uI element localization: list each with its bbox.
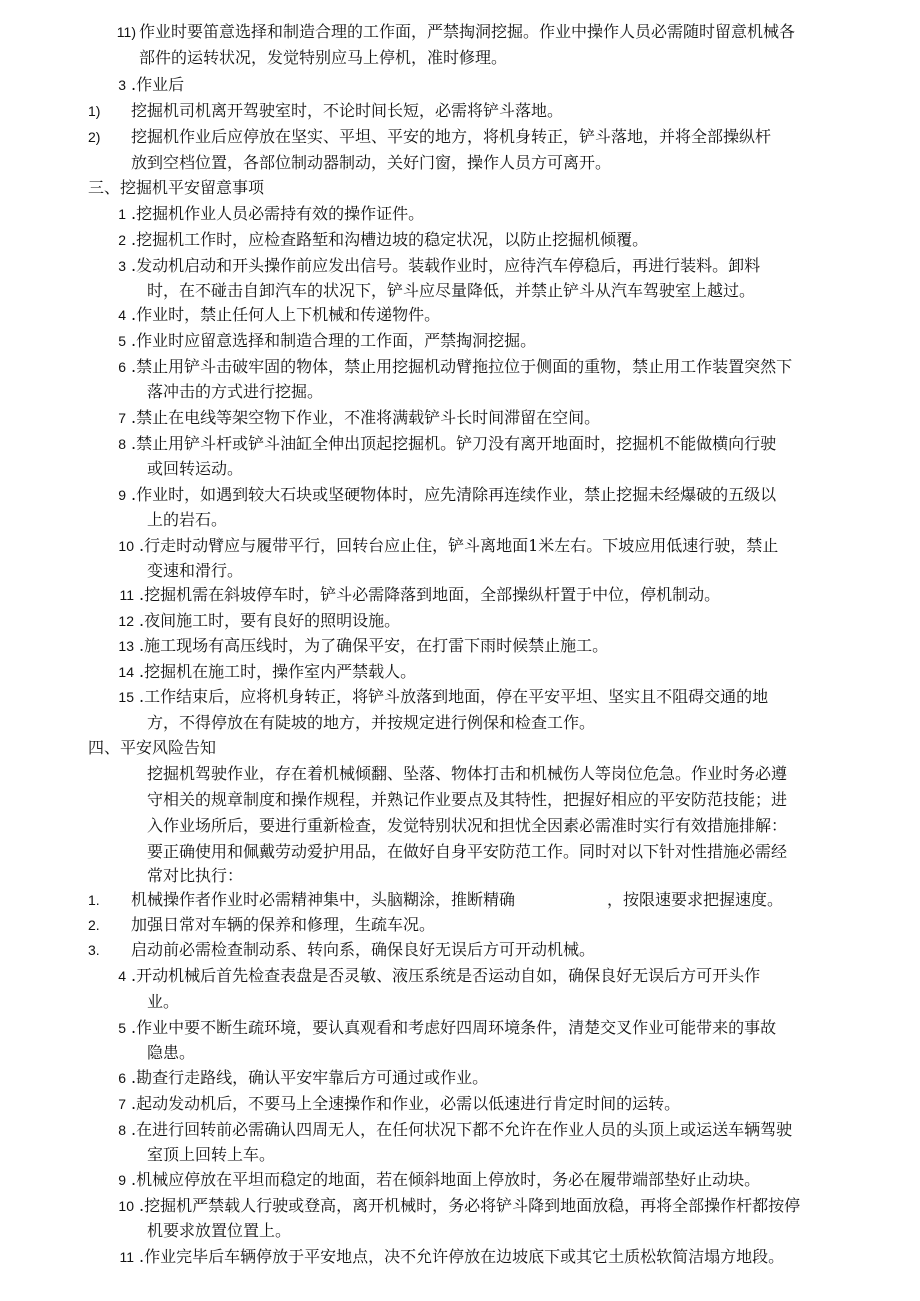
- section-heading-4: 四、平安风险告知: [88, 738, 217, 757]
- item-text: 作业时要笛意选择和制造合理的工作面，严禁掏洞挖掘。作业中操作人员必需随时留意机械各: [139, 22, 796, 41]
- item-number: 7: [118, 1096, 126, 1112]
- item-text: .挖掘机工作时，应检查路堑和沟槽边坡的稳定状况，以防止挖掘机倾覆。: [131, 230, 649, 249]
- risk-paragraph-line: 守相关的规章制度和操作规程，并熟记作业要点及其特性，把握好相应的平安防范技能；进: [147, 790, 788, 809]
- item-number: 12: [118, 613, 134, 629]
- item-number: 14: [118, 664, 134, 680]
- item-text: .行走时动臂应与履带平行，回转台应止住，铲斗离地面1米左右。下坡应用低速行驶，禁止: [139, 536, 779, 555]
- item-number: 1: [118, 206, 126, 222]
- item-text: .机械应停放在平坦而稳定的地面，若在倾斜地面上停放时，务必在履带端部垫好止动块。: [131, 1170, 761, 1189]
- item-text: .施工现场有高压线时，为了确保平安，在打雷下雨时候禁止施工。: [139, 636, 609, 655]
- item-number: 2): [88, 129, 101, 145]
- item-number: 11: [119, 587, 134, 603]
- item-text: .起动发动机后，不要马上全速操作和作业，必需以低速进行肯定时间的运转。: [131, 1094, 681, 1113]
- item-number: 5: [118, 1020, 126, 1036]
- item-number: 5: [118, 333, 126, 349]
- item-text: 挖掘机司机离开驾驶室时，不论时间长短，必需将铲斗落地。: [131, 101, 564, 120]
- item-number: 11): [116, 24, 136, 40]
- item-text-cont: 放到空档位置，各部位制动器制动，关好门窗，操作人员方可离开。: [131, 153, 612, 172]
- item-text: .挖掘机作业人员必需持有效的操作证件。: [131, 204, 425, 223]
- item-number: 11: [119, 1249, 134, 1265]
- item-number: 10: [118, 1198, 134, 1214]
- risk-paragraph-line: 常对比执行：: [147, 866, 244, 885]
- item-number: 15: [118, 689, 134, 705]
- item-text-cont: 时，在不碰击自卸汽车的状况下，铲斗应尽量降低，并禁止铲斗从汽车驾驶室上越过。: [147, 281, 756, 300]
- item-text: .夜间施工时，要有良好的照明设施。: [139, 611, 401, 630]
- item-text-cont: 隐患。: [147, 1043, 196, 1062]
- item-text-cont: 室顶上回转上车。: [147, 1145, 276, 1164]
- item-text-cont: 上的岩石。: [147, 510, 228, 529]
- item-number: 4: [118, 968, 126, 984]
- item-text: .勘查行走路线，确认平安牢靠后方可通过或作业。: [131, 1068, 489, 1087]
- item-number: 1): [88, 103, 101, 119]
- item-text: .禁止用铲斗击破牢固的物体，禁止用挖掘机动臂拖拉位于侧面的重物，禁止用工作装置突然下: [131, 357, 793, 376]
- item-number: 8: [118, 1122, 126, 1138]
- item-text: .禁止在电线等架空物下作业，不准将满载铲斗长时间滞留在空间。: [131, 408, 601, 427]
- item-text: .发动机启动和开头操作前应发出信号。装载作业时，应待汽车停稳后，再进行装料。卸料: [131, 256, 761, 275]
- item-text: .作业中要不断生疏环境，要认真观看和考虑好四周环境条件，清楚交叉作业可能带来的事故: [131, 1018, 777, 1037]
- item-text-cont: 业。: [147, 992, 180, 1011]
- item-text: 挖掘机作业后应停放在坚实、平坦、平安的地方，将机身转正，铲斗落地，并将全部操纵杆: [131, 127, 772, 146]
- item-number: 2.: [88, 917, 100, 933]
- item-text: .作业完毕后车辆停放于平安地点，决不允许停放在边坡底下或其它土质松软简洁塌方地段。: [139, 1247, 785, 1266]
- risk-paragraph-line: 挖掘机驾驶作业，存在着机械倾翻、坠落、物体打击和机械伤人等岗位危急。作业时务必遵: [147, 764, 788, 783]
- subheading-text: .作业后: [131, 75, 185, 94]
- item-text: .作业时，禁止任何人上下机械和传递物件。: [131, 305, 441, 324]
- item-text-cont: 机要求放置位置上。: [147, 1221, 292, 1240]
- item-text: 机械操作者作业时必需精神集中，头脑糊涂，推断精确: [131, 890, 516, 909]
- item-number: 6: [118, 1070, 126, 1086]
- item-text: .在进行回转前必需确认四周无人，在任何状况下都不允许在作业人员的头顶上或运送车辆驾驶: [131, 1120, 793, 1139]
- item-text: .挖掘机严禁载人行驶或登高，离开机械时，务必将铲斗降到地面放稳，再将全部操作杆都按停: [139, 1196, 801, 1215]
- item-text-tail: ，按限速要求把握速度。: [607, 890, 784, 909]
- item-number: 8: [118, 436, 126, 452]
- item-number: 2: [118, 232, 126, 248]
- item-number: 4: [118, 307, 126, 323]
- subheading-number: 3: [118, 77, 126, 93]
- risk-paragraph-line: 入作业场所后，要进行重新检查，发觉特别状况和担忧全因素必需准时实行有效措施排解：: [147, 816, 788, 835]
- item-number: 3: [118, 258, 126, 274]
- item-text-cont: 落冲击的方式进行挖掘。: [147, 382, 324, 401]
- item-text: 启动前必需检查制动系、转向系，确保良好无误后方可开动机械。: [131, 940, 596, 959]
- item-number: 9: [118, 487, 126, 503]
- item-number: 7: [118, 410, 126, 426]
- risk-paragraph-line: 要正确使用和佩戴劳动爱护用品，在做好自身平安防范工作。同时对以下针对性措施必需经: [147, 842, 788, 861]
- item-number: 13: [118, 638, 134, 654]
- item-text: .作业时，如遇到较大石块或坚硬物体时，应先清除再连续作业，禁止挖掘未经爆破的五级以: [131, 485, 777, 504]
- item-number: 6: [118, 359, 126, 375]
- item-text: .工作结束后，应将机身转正，将铲斗放落到地面，停在平安平坦、坚实且不阻碍交通的地: [139, 687, 769, 706]
- item-number: 10: [118, 538, 134, 554]
- item-text: .开动机械后首先检查表盘是否灵敏、液压系统是否运动自如，确保良好无误后方可开头作: [131, 966, 761, 985]
- item-text: .作业时应留意选择和制造合理的工作面，严禁掏洞挖掘。: [131, 331, 537, 350]
- item-text: 加强日常对车辆的保养和修理，生疏车况。: [131, 915, 436, 934]
- item-text-cont: 部件的运转状况，发觉特别应马上停机，准时修理。: [139, 48, 508, 67]
- item-number: 1.: [88, 892, 100, 908]
- item-text-cont: 变速和滑行。: [147, 561, 244, 580]
- item-number: 3.: [88, 942, 100, 958]
- item-text: .禁止用铲斗杆或铲斗油缸全伸出顶起挖掘机。铲刀没有离开地面时，挖掘机不能做横向行驶: [131, 434, 777, 453]
- item-number: 9: [118, 1172, 126, 1188]
- item-text-cont: 方，不得停放在有陡坡的地方，并按规定进行例保和检查工作。: [147, 713, 596, 732]
- section-heading-3: 三、挖掘机平安留意事项: [88, 178, 265, 197]
- item-text: .挖掘机在施工时，操作室内严禁载人。: [139, 662, 417, 681]
- item-text: .挖掘机需在斜坡停车时，铲斗必需降落到地面，全部操纵杆置于中位，停机制动。: [139, 585, 721, 604]
- item-text-cont: 或回转运动。: [147, 459, 244, 478]
